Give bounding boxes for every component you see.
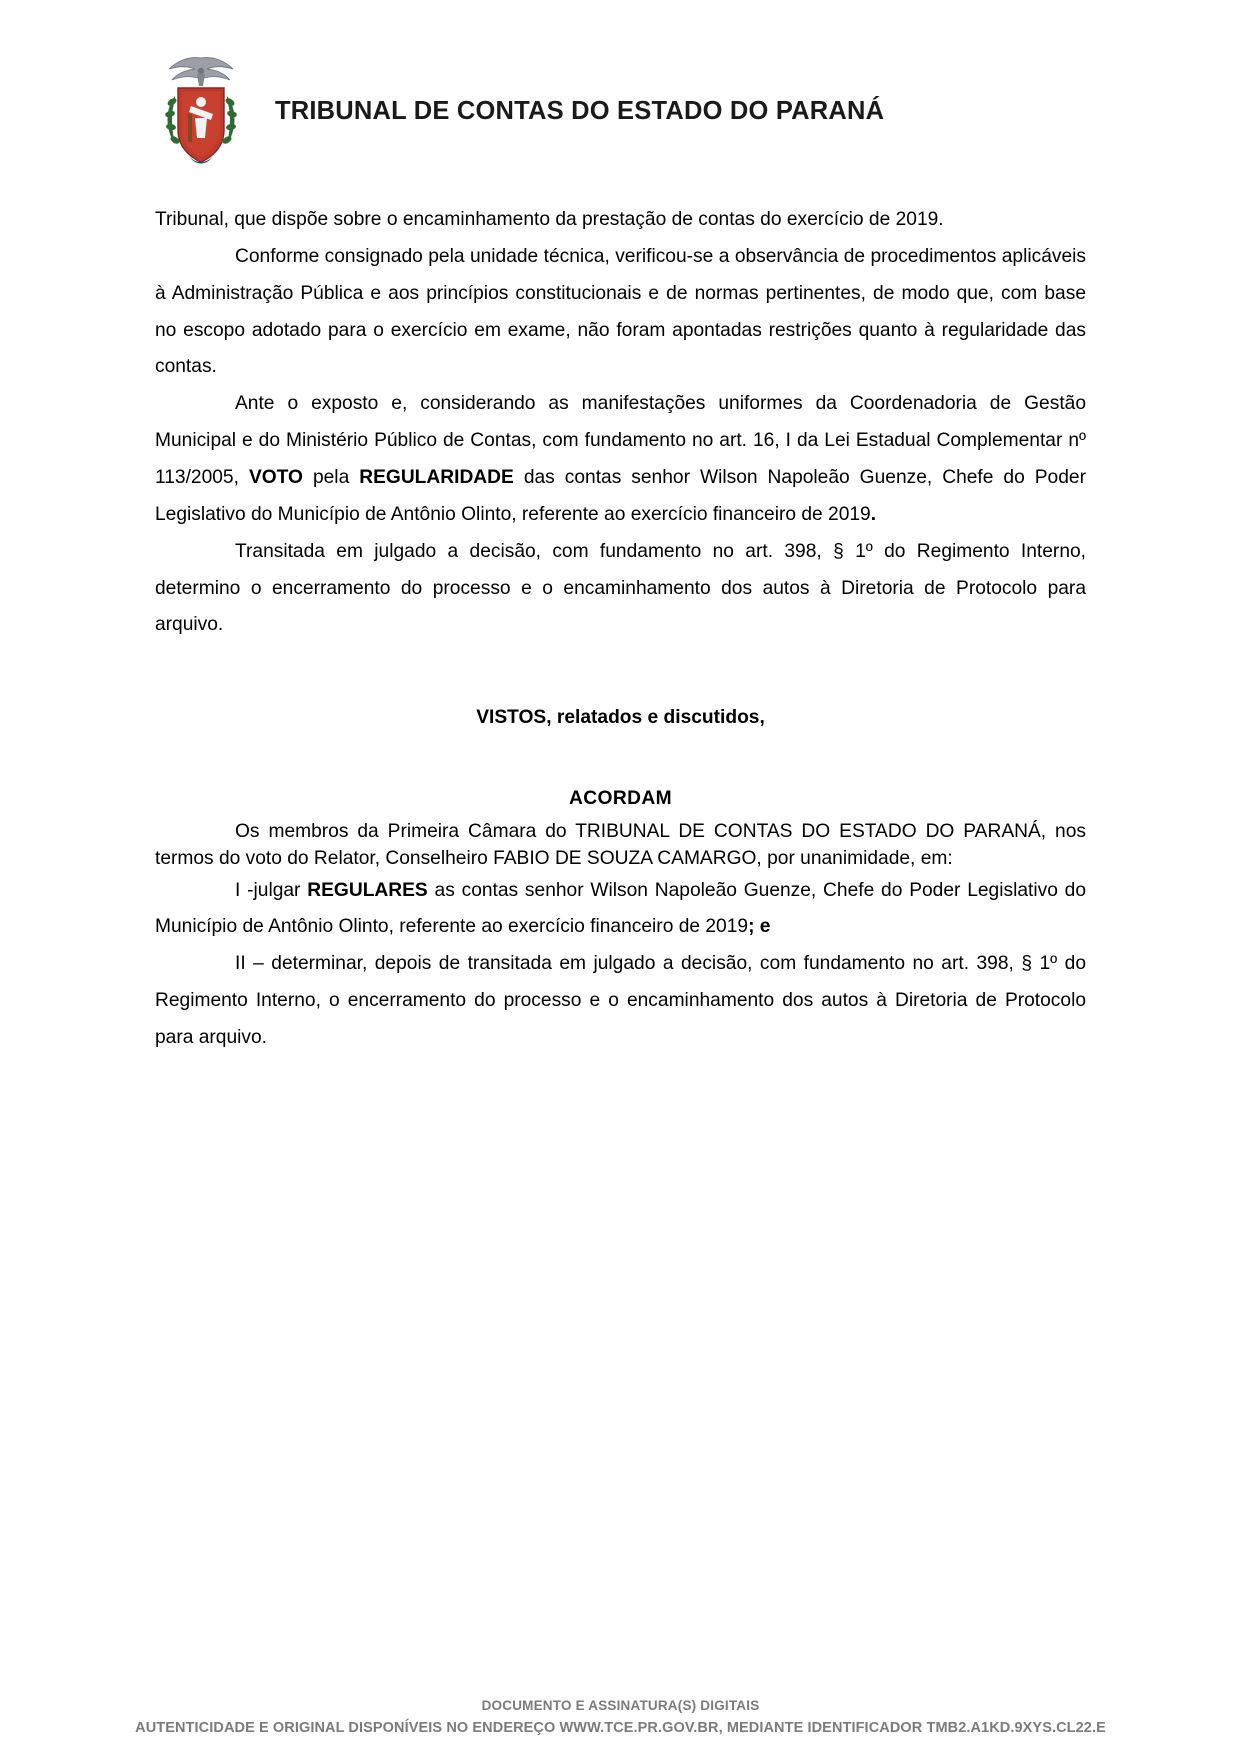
paragraph-4: Transitada em julgado a decisão, com fundamento no art. 398, § 1º do Regimento Interno, determino o encerramento do processo e o encaminhamento dos autos à Diretoria de Protocolo para arquivo. [155, 540, 1086, 636]
decision-item-2: II – determinar, depois de transitada em julgado a decisão, com fundamento no art. 398, § 1º do Regimento Interno, o encerramento do processo e o encaminhamento dos autos à Diretoria de Protocolo para arquivo. [155, 953, 1086, 1048]
footer-line-signatures: DOCUMENTO E ASSINATURA(S) DIGITAIS [481, 1698, 760, 1713]
paragraph-3-text-a: Ante o exposto e, considerando as manifestações uniformes da Coordenadoria de Gestão Municipal e do Ministério Público de Contas, com fundamento no art. 16, I da Lei Estadual Complementar nº 113/2005, [155, 393, 1086, 489]
decision-item-1-post: as contas senhor Wilson Napoleão Guenze, Chefe do Poder Legislativo do Município de Antônio Olinto, referente ao exercício financeiro de 2019 [155, 879, 1087, 938]
decision-item-1-end: ; e [748, 916, 771, 938]
document-header [155, 0, 1086, 184]
page-title: TRIBUNAL DE CONTAS DO ESTADO DO PARANÁ [275, 96, 885, 125]
decision-item-1 [155, 873, 1086, 947]
vistos-heading: VISTOS, relatados e discutidos, [476, 707, 765, 729]
paragraph-3-period: . [870, 503, 877, 525]
paragraph-1: Tribunal, que dispõe sobre o encaminhamento da prestação de contas do exercício de 2019. [155, 209, 944, 230]
paragraph-2: Conforme consignado pela unidade técnica, verificou-se a observância de procedimentos aplicáveis à Administração Pública e aos princípios constitucionais e de normas pertinentes, de modo que, com base no escopo adotado para o exercício em exame, não foram apontadas restrições quanto à regularidade das contas. [155, 245, 1086, 378]
regularidade-emphasis: REGULARIDADE [359, 467, 514, 489]
regulares-emphasis: REGULARES [307, 879, 428, 901]
acordam-heading: ACORDAM [569, 788, 672, 810]
voto-emphasis: VOTO [248, 467, 303, 489]
document-body [155, 202, 1086, 1057]
paragraph-3 [155, 386, 1086, 533]
brasao-parana-icon [155, 52, 247, 170]
footer-line-authenticity: AUTENTICIDADE E ORIGINAL DISPONÍVEIS NO ENDEREÇO WWW.TCE.PR.GOV.BR, MEDIANTE IDENTIFICADOR TMB2.A1KD.9XYS.CL22.E [135, 1720, 1106, 1736]
paragraph-3-text-c: das contas senhor Wilson Napoleão Guenze, Chefe do Poder Legislativo do Município de Antônio Olinto, referente ao exercício financeiro de 2019 [155, 467, 1086, 525]
paragraph-5: Os membros da Primeira Câmara do TRIBUNAL DE CONTAS DO ESTADO DO PARANÁ, nos termos do voto do Relator, Conselheiro FABIO DE SOUZA CAMARGO, por unanimidade, em: [155, 821, 1086, 870]
decision-item-1-pre: I -julgar [235, 879, 308, 901]
document-footer [0, 1698, 1241, 1736]
paragraph-3-text-b: pela [302, 467, 360, 489]
